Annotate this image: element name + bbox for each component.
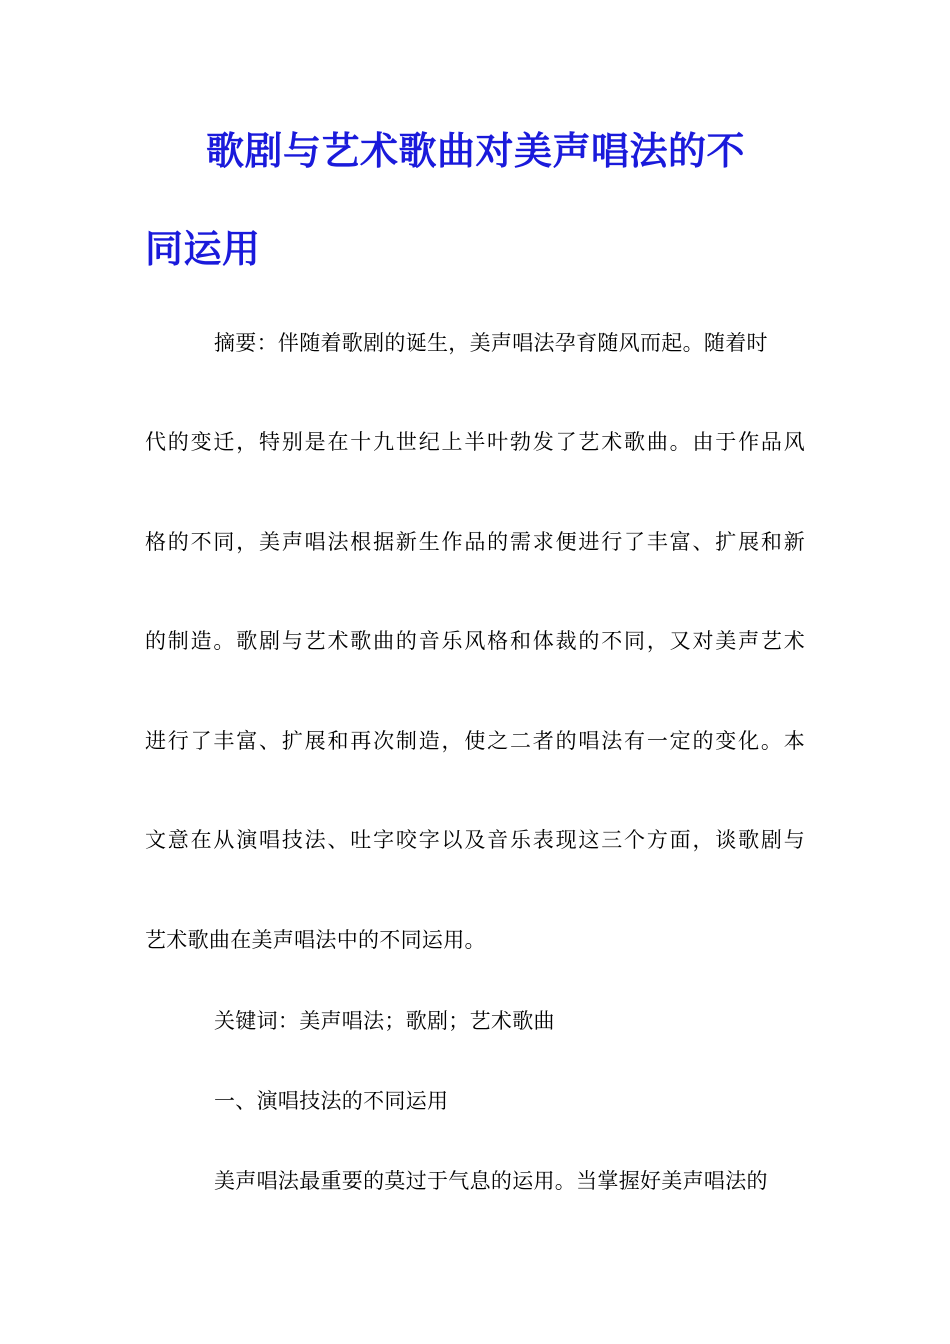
abstract-line-2: 代的变迁，特别是在十九世纪上半叶勃发了艺术歌曲。由于作品风 xyxy=(145,430,805,454)
abstract-line-5: 进行了丰富、扩展和再次制造，使之二者的唱法有一定的变化。本 xyxy=(145,729,805,753)
abstract-line-4: 的制造。歌剧与艺术歌曲的音乐风格和体裁的不同，又对美声艺术 xyxy=(145,629,805,653)
document-title-line-2: 同运用 xyxy=(145,227,261,271)
body-paragraph-line-1: 美声唱法最重要的莫过于气息的运用。当掌握好美声唱法的 xyxy=(214,1169,768,1193)
abstract-line-1: 摘要：伴随着歌剧的诞生，美声唱法孕育随风而起。随着时 xyxy=(214,331,768,355)
document-title-line-1: 歌剧与艺术歌曲对美声唱法的不 xyxy=(206,129,746,173)
abstract-line-6: 文意在从演唱技法、吐字咬字以及音乐表现这三个方面，谈歌剧与 xyxy=(145,828,805,852)
abstract-line-3: 格的不同，美声唱法根据新生作品的需求便进行了丰富、扩展和新 xyxy=(145,530,805,554)
keywords-line: 关键词：美声唱法；歌剧；艺术歌曲 xyxy=(214,1009,555,1033)
abstract-line-7: 艺术歌曲在美声唱法中的不同运用。 xyxy=(145,928,486,952)
section-heading: 一、演唱技法的不同运用 xyxy=(214,1089,449,1113)
